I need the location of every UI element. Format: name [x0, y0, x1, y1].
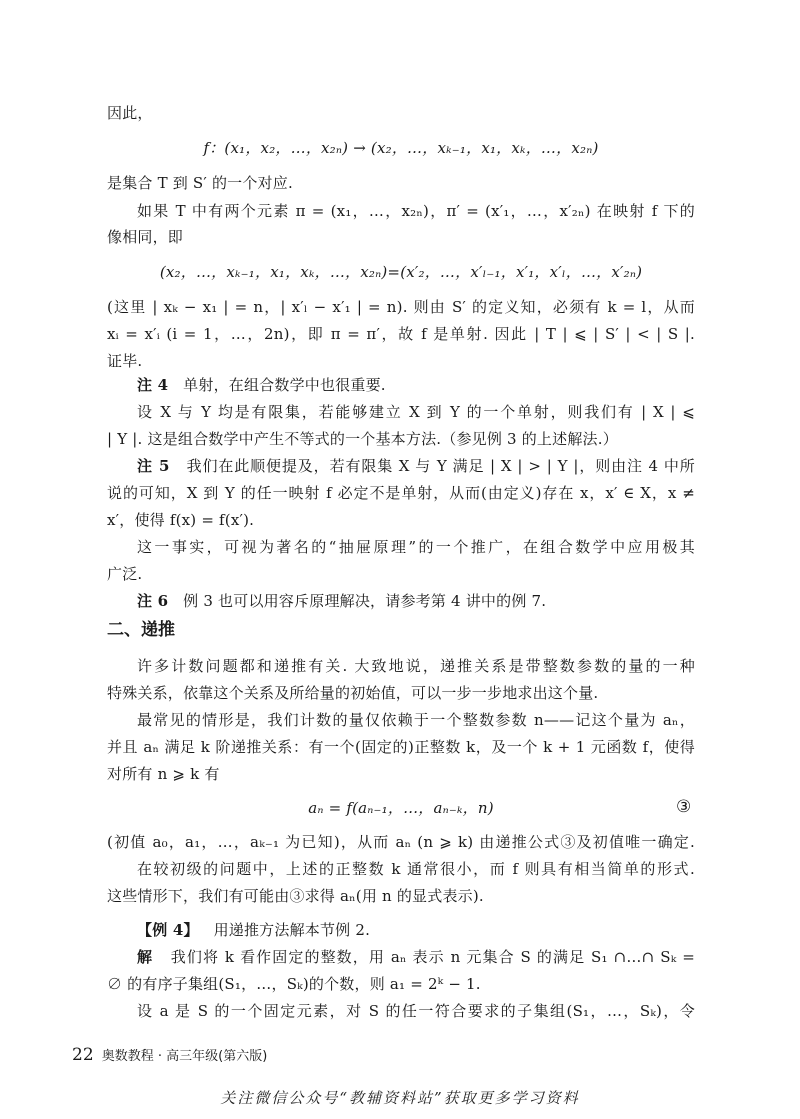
equation-number: ③ [676, 797, 692, 817]
formula-equality: (x₂，…，xₖ₋₁，x₁，xₖ，…，x₂ₙ)=(x′₂，…，x′ₗ₋₁，x′₁，x′ₗ，…，x′₂ₙ) [159, 263, 643, 281]
text-line: 在较初级的问题中，上述的正整数 k 通常很小，而 f 则具有相当简单的形式. [137, 860, 695, 878]
formula-recurrence: aₙ = f(aₙ₋₁，…，aₙ₋ₖ，n) [308, 799, 494, 817]
formula-mapping: f：(x₁，x₂，…，x₂ₙ) → (x₂，…，xₖ₋₁，x₁，xₖ，…，x₂ₙ) [203, 139, 599, 157]
text-line: 设 X 与 Y 均是有限集，若能够建立 X 到 Y 的一个单射，则我们有 | X | ⩽ [137, 403, 695, 421]
solution-line [137, 946, 695, 968]
text-line: 如果 T 中有两个元素 π = (x₁，…，x₂ₙ)，π′ = (x′₁，…，x′₂ₙ) 在映射 f 下的 [137, 202, 695, 220]
text-line: 是集合 T 到 S′ 的一个对应. [107, 174, 293, 192]
text-line: ∅ 的有序子集组(S₁，…，Sₖ)的个数，则 a₁ = 2ᵏ − 1. [107, 975, 481, 993]
text-line: 因此， [107, 104, 153, 122]
watermark-text: 关注微信公众号“教辅资料站”获取更多学习资料 [220, 1089, 580, 1107]
text-line: 对所有 n ⩾ k 有 [107, 765, 220, 783]
section-heading: 二、递推 [107, 620, 175, 640]
note-label: 注 5 [137, 457, 170, 475]
solution-text: 我们将 k 看作固定的整数，用 aₙ 表示 n 元集合 S 的满足 S₁ ∩…∩ Sₖ = [170, 948, 696, 966]
note-label: 注 4 [137, 376, 169, 394]
text-line: (这里 | xₖ − x₁ | = n，| x′ₗ − x′₁ | = n). 则由 S′ 的定义知，必须有 k = l，从而 [107, 298, 695, 316]
text-line: xᵢ = x′ᵢ (i = 1，…，2n)，即 π = π′，故 f 是单射. 因此 | T | ⩽ | S′ | < | S |. [107, 325, 695, 343]
example-text: 用递推方法解本节例 2. [213, 921, 371, 939]
text-line: 说的可知，X 到 Y 的任一映射 f 必定不是单射，从而(由定义)存在 x，x′ ∈ X，x ≠ [107, 484, 695, 502]
text-line: 最常见的情形是，我们计数的量仅依赖于一个整数参数 n——记这个量为 aₙ， [137, 711, 695, 729]
text-line: (初值 a₀，a₁，…，aₖ₋₁ 为已知)，从而 aₙ (n ⩾ k) 由递推公式③及初值唯一确定. [107, 833, 695, 851]
text-line: | Y |. 这是组合数学中产生不等式的一个基本方法.（参见例 3 的上述解法.） [107, 430, 618, 448]
example-4 [137, 919, 695, 941]
text-line: 许多计数问题都和递推有关. 大致地说，递推关系是带整数参数的量的一种 [137, 657, 695, 675]
note-5 [137, 455, 695, 477]
note-label: 注 6 [137, 592, 169, 610]
solution-label: 解 [137, 948, 154, 966]
text-line: 像相同，即 [107, 228, 184, 246]
example-label: 【例 4】 [137, 921, 199, 939]
text-line: 这些情形下，我们有可能由③求得 aₙ(用 n 的显式表示). [107, 887, 484, 905]
page-number: 22 [72, 1045, 94, 1065]
note-4 [137, 374, 695, 396]
text-line: 广泛. [107, 565, 143, 583]
text-line: x′，使得 f(x) = f(x′). [107, 511, 255, 529]
note-text: 例 3 也可以用容斥原理解决，请参考第 4 讲中的例 7. [183, 592, 547, 610]
book-title: 奥数教程 · 高三年级(第六版) [101, 1049, 268, 1064]
note-text: 我们在此顺便提及，若有限集 X 与 Y 满足 | X | > | Y |，则由注 4 中所 [186, 457, 696, 475]
text-line: 设 a 是 S 的一个固定元素，对 S 的任一符合要求的子集组(S₁，…，Sₖ)，令 [137, 1002, 695, 1020]
text-line: 这一事实，可视为著名的“抽屉原理”的一个推广，在组合数学中应用极其 [137, 538, 695, 556]
text-line: 并且 aₙ 满足 k 阶递推关系：有一个(固定的)正整数 k，及一个 k + 1 元函数 f，使得 [107, 738, 695, 756]
text-line: 特殊关系，依靠这个关系及所给量的初始值，可以一步一步地求出这个量. [107, 684, 599, 702]
page-footer [72, 1045, 267, 1065]
text-line: 证毕. [107, 352, 143, 370]
note-text: 单射，在组合数学中也很重要. [183, 376, 386, 394]
note-6 [137, 590, 695, 612]
